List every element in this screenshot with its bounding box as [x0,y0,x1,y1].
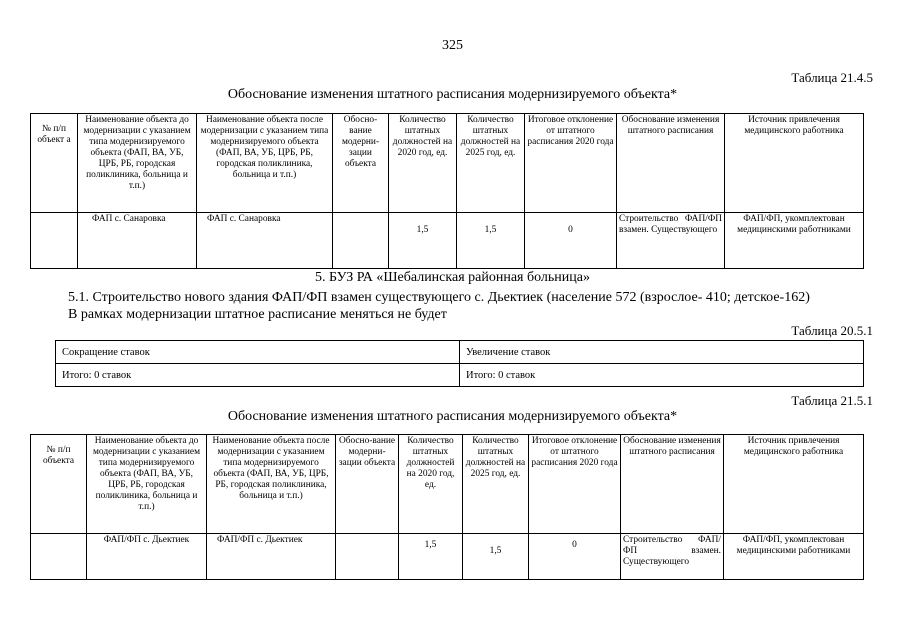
rate-increase-total: Итого: 0 ставок [460,364,864,387]
header-cell: Количество штатных должностей на 2020 год, ед. [399,435,463,534]
rate-reduction-header: Сокращение ставок [56,341,460,364]
staff-2020-cell: 1,5 [389,213,457,269]
header-cell: Обосно-вание модерни-зации объекта [336,435,399,534]
header-cell: Количество штатных должностей на 2020 год, ед. [389,114,457,213]
row-number-cell [31,213,78,269]
rate-reduction-total: Итого: 0 ставок [56,364,460,387]
header-cell: Источник привлечения медицинского работника [724,435,864,534]
table-row [31,213,864,269]
deviation-cell: 0 [529,534,621,580]
staff-source-cell: ФАП/ФП, укомплектован медицинскими работниками [724,534,864,580]
header-row [31,114,864,213]
object-after-cell: ФАП с. Санаровка [197,213,333,269]
page-number: 325 [442,38,463,53]
staff-2020-cell: 1,5 [399,534,463,580]
header-cell: Обоснование изменения штатного расписания [621,435,724,534]
table-title: Обоснование изменения штатного расписания модернизируемого объекта* [227,87,678,102]
header-cell: Итоговое отклонение от штатного расписания 2020 года [525,114,617,213]
table-row [31,534,864,580]
object-before-cell: ФАП/ФП с. Дьектиек [87,534,207,580]
header-cell: Наименование объекта после модернизации с указанием типа модернизируемого объекта (ФАП, ВА, УБ, ЦРБ, РБ, городская поликлиника, больница и т.п.) [207,435,336,534]
header-cell: Наименование объекта до модернизации с указанием типа модернизируемого объекта (ФАП, ВА, УБ, ЦРБ, РБ, городская поликлиника, больница и т.п.) [78,114,197,213]
change-justification-cell: Строительство ФАП/ФП взамен. Существующего [617,213,725,269]
deviation-cell: 0 [525,213,617,269]
staff-2025-cell: 1,5 [457,213,525,269]
header-row [31,435,864,534]
header-cell: Количество штатных должностей на 2025 год, ед. [463,435,529,534]
header-cell: № п/п объекта [31,435,87,534]
justification-cell [333,213,389,269]
staff-source-cell: ФАП/ФП, укомплектован медицинскими работниками [725,213,864,269]
table-row [56,364,864,387]
header-cell: № п/п объект а [31,114,78,213]
table-label: Таблица 20.5.1 [791,323,873,338]
change-justification-cell: Строительство ФАП/ФП взамен. Существующего [621,534,724,580]
justification-cell [336,534,399,580]
header-cell: Обосно-вание модерни-зации объекта [333,114,389,213]
table-label: Таблица 21.5.1 [791,393,873,408]
header-cell: Наименование объекта после модернизации с указанием типа модернизируемого объекта (ФАП, ВА, УБ, ЦРБ, РБ, городская поликлиника, больница и т.п.) [197,114,333,213]
rate-increase-header: Увеличение ставок [460,341,864,364]
object-after-cell: ФАП/ФП с. Дьектиек [207,534,336,580]
header-cell: Источник привлечения медицинского работника [725,114,864,213]
header-cell: Итоговое отклонение от штатного расписания 2020 года [529,435,621,534]
staff-2025-cell: 1,5 [463,534,529,580]
staffing-justification-table [30,434,864,580]
section-heading: 5. БУЗ РА «Шебалинская районная больница» [315,270,590,285]
header-cell: Наименование объекта до модернизации с указанием типа модернизируемого объекта (ФАП, ВА, УБ, ЦРБ, РБ, городская поликлиника, больница и т.п.) [87,435,207,534]
section-note: В рамках модернизации штатное расписание меняться не будет [68,307,447,322]
object-before-cell: ФАП с. Санаровка [78,213,197,269]
row-number-cell [31,534,87,580]
header-cell: Количество штатных должностей на 2025 год, ед. [457,114,525,213]
staffing-justification-table [30,113,864,269]
table-title: Обоснование изменения штатного расписания модернизируемого объекта* [227,409,678,424]
table-row [56,341,864,364]
rate-changes-table [55,340,864,387]
table-label: Таблица 21.4.5 [791,70,873,85]
section-subheading: 5.1. Строительство нового здания ФАП/ФП взамен существующего с. Дьектиек (население 572 (взрослое- 410; детское-162) [68,290,810,305]
header-cell: Обоснование изменения штатного расписания [617,114,725,213]
